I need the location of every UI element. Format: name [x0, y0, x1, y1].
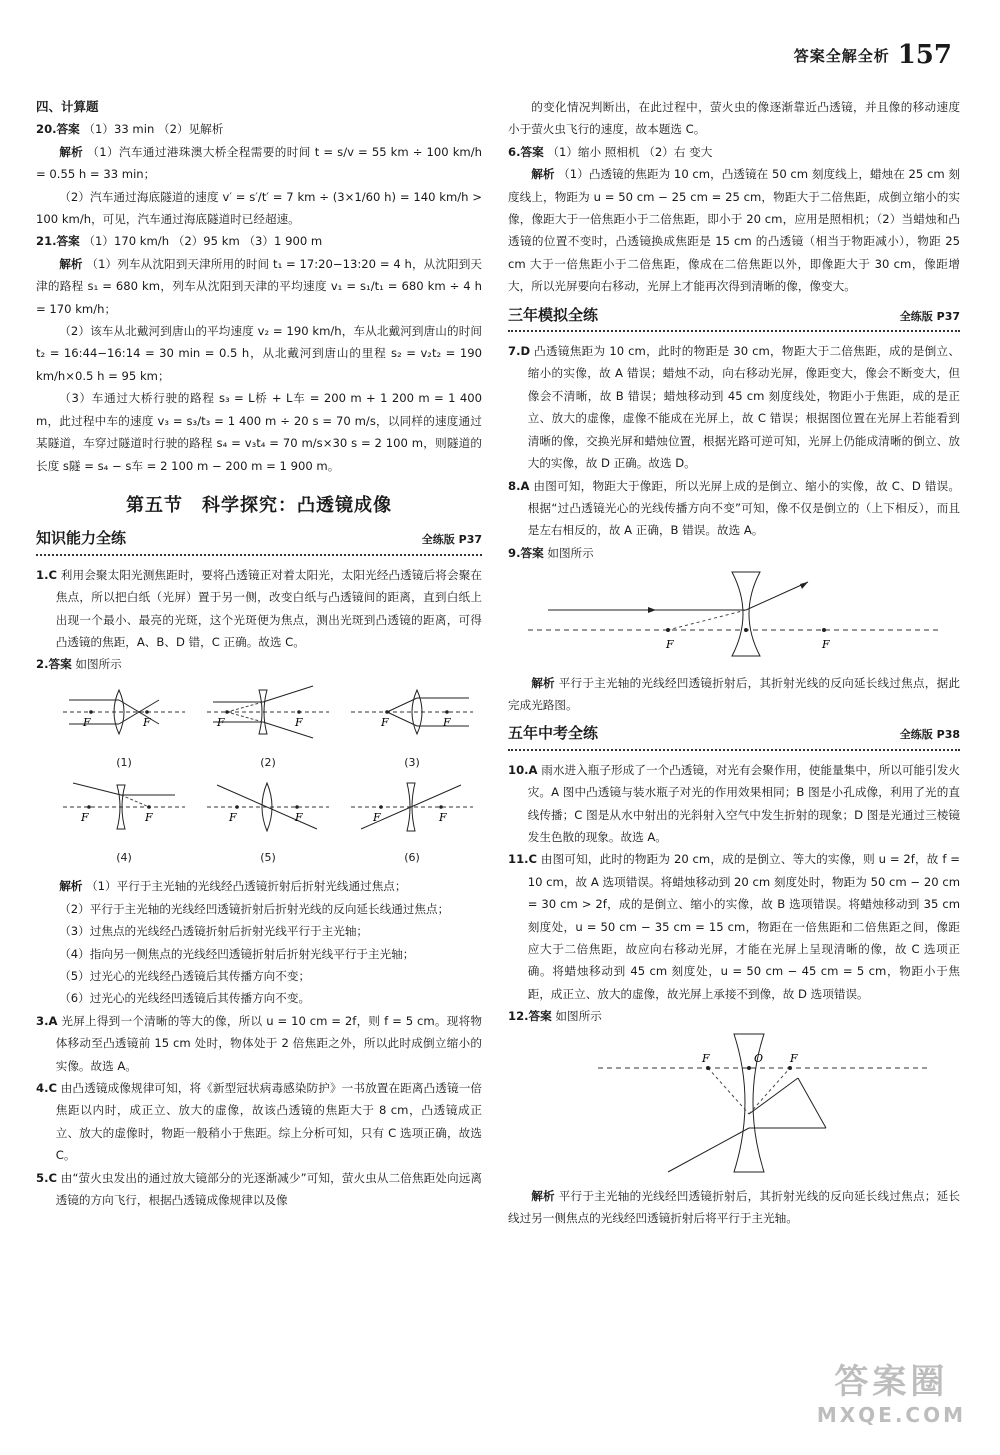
q20-explanation-1: [36, 141, 482, 186]
q6-answer-text: （1）缩小 照相机 （2）右 变大: [547, 144, 713, 159]
q9-answer-text: 如图所示: [547, 545, 594, 560]
q21-explanation-1: [36, 253, 482, 320]
q21-text-1: （1）列车从沈阳到天津所用的时间 t₁ = 17:20−13:20 = 4 h，从沈阳到天津的路程 s₁ = 680 km，列车从沈阳到天津的平均速度 v₁ = s₁/t₁ = 680 km ÷ 4 h = 170 km/h；: [36, 256, 482, 316]
q12-focus-right: F: [790, 1051, 798, 1065]
q2-f3-left: F: [381, 715, 389, 729]
q7-text: 凸透镜焦距为 10 cm，此时的物距是 30 cm，物距大于二倍焦距，成的是倒立、缩小的实像，故 A 错误；蜡烛不动，向右移动光屏，像距变大，像会不断变大，但像会不清晰，故 B 错误；蜡烛移动到 45 cm 刻度线处，物距小于焦距，成的是正立、放大的虚像，虚像不能成在光屏上，故 C 错误；根据图位置在光屏上若能看到清晰的像，交换光屏和蜡烛位置，根据光路可逆可知，光屏上仍能成清晰的倒立、放大的实像，故 D 正确。故选 D。: [527, 344, 960, 471]
q2-answer-text: 如图所示: [75, 657, 122, 672]
right-column: [508, 96, 960, 1230]
q2-f1-right: F: [143, 715, 151, 729]
q10-text: 雨水进入瓶子形成了一个凸透镜，对光有会聚作用，使能量集中，所以可能引发火灾。A 图中凸透镜与装水瓶子对光的作用效果相同；B 图是小孔成像，利用了光的直线传播；C 图是从水中射出的光斜射入空气中发生折射的现象；D 图是光通过三棱镜发生色散的现象。故选 A。: [527, 762, 960, 844]
bar-five-year-title: 五年中考全练: [508, 724, 599, 743]
q9-explanation: [508, 672, 960, 717]
q2-fig-label-5: (5): [260, 850, 276, 864]
convex-lens-diagram-3: [347, 682, 477, 744]
q12-answer-text: 如图所示: [555, 1009, 602, 1024]
concave-lens-diagram-6: [347, 777, 477, 839]
q2-item-5: （5）过光心的光线经凸透镜后其传播方向不变；: [59, 969, 311, 983]
q2-figures: [54, 682, 482, 870]
q2-fig-label-4: (4): [116, 850, 132, 864]
bar-knowledge: [36, 527, 482, 555]
q2-figure-4: [54, 777, 194, 870]
q2-f6-right: F: [439, 810, 447, 824]
q12-center-label: O: [754, 1051, 764, 1065]
q9-focus-left: F: [666, 638, 674, 652]
q20-answer-text: （1）33 min （2）见解析: [83, 122, 224, 137]
q21-number: 21.答案: [36, 234, 80, 249]
q8-text: 由图可知，物距大于像距，所以光屏上成的是倒立、缩小的实像，故 C、D 错误。根据“过凸透镜光心的光线传播方向不变”可知，像不仅是倒立的（上下相反），而且是左右相反的，故 A 正确，B 错误。故选 A。: [527, 478, 961, 538]
q11-number: 11.C: [508, 852, 538, 867]
q21-text-3: （3）车通过大桥行驶的路程 s₃ = L桥 + L车 = 200 m + 1 200 m = 1 400 m，此过程中车的速度 v₃ = s₃/t₃ = 1 400 m ÷ 20 s = 70 m/s，以同样的速度通过某隧道，车穿过隧道时行驶的路程 s₄ = v₃t₄ = 70 m/s×30 s = 2 100 m，则隧道的长度 s隧 = s₄ − s车 = 2 100 m − 200 m = 1 900 m。: [36, 391, 482, 473]
q2-item-6: （6）过光心的光线经凹透镜后其传播方向不变。: [59, 991, 311, 1006]
bar-knowledge-edition: 全练版 P37: [421, 533, 482, 547]
q12-figure: [508, 1032, 960, 1181]
q2-fig-label-3: (3): [404, 756, 420, 770]
q21-answer-text: （1）170 km/h （2）95 km （3）1 900 m: [83, 234, 323, 249]
q10-block: [508, 759, 960, 849]
q5-text: 由“萤火虫发出的通过放大镜部分的光逐渐减少”可知，萤火虫从二倍焦距处向远离透镜的方向飞行，根据凸透镜成像规律以及像: [55, 1170, 482, 1208]
q20-number: 20.答案: [36, 122, 80, 137]
q5-block: [36, 1167, 482, 1212]
q6-jx-label: 解析: [531, 167, 555, 182]
concave-lens-diagram-2: [203, 682, 333, 744]
q20-jx-label: 解析: [59, 144, 84, 159]
q21-text-2: （2）该车从北戴河到唐山的平均速度 v₂ = 190 km/h，车从北戴河到唐山的时间 t₂ = 16:44−16:14 = 30 min = 0.5 h，从北戴河到唐山的里程 s₂ = v₂t₂ = 190 km/h×0.5 h = 95 km；: [36, 324, 482, 383]
left-column: [36, 96, 482, 1211]
q2-f6-left: F: [373, 810, 381, 824]
q7-number: 7.D: [508, 344, 531, 359]
q3-number: 3.A: [36, 1013, 58, 1028]
page-number: 157: [897, 40, 952, 70]
bar-three-year: [508, 304, 960, 332]
q2-explanation-1: [36, 875, 482, 897]
q1-text: 利用会聚太阳光测焦距时，要将凸透镜正对着太阳光，太阳光经凸透镜后将会聚在焦点，所以把白纸（光屏）置于另一侧，改变白纸与凸透镜间的距离，直到白纸上出现一个最小、最亮的光斑，这个光斑便为焦点，测出光斑到凸透镜的距离，可得凸透镜的焦距，A、B、D 错，C 正确。故选 C。: [55, 567, 482, 649]
q20-answer: [36, 118, 482, 140]
bar-knowledge-title: 知识能力全练: [36, 529, 127, 548]
q12-text: 平行于主光轴的光线经凹透镜折射后，其折射光线的反向延长线过焦点；延长线过另一侧焦点的光线经凹透镜折射后将平行于主光轴。: [508, 1189, 960, 1226]
q5-continued: 的变化情况判断出，在此过程中，萤火虫的像逐渐靠近凸透镜，并且像的移动速度小于萤火虫飞行的速度，故本题选 C。: [508, 100, 960, 137]
q2-f4-right: F: [145, 810, 153, 824]
q12-jx-label: 解析: [531, 1189, 555, 1204]
section-heading-calc: 四、计算题: [36, 99, 99, 114]
q1-number: 1.C: [36, 567, 57, 582]
q6-number: 6.答案: [508, 144, 544, 159]
q9-number: 9.答案: [508, 545, 544, 560]
q6-text: （1）凸透镜的焦距为 10 cm，凸透镜在 50 cm 刻度线上，蜡烛在 25 cm 刻度线上，物距为 u = 50 cm − 25 cm = 25 cm，物距大于二倍焦距，成倒立缩小的实像，像距大于一倍焦距小于二倍焦距，即小于 20 cm，应用是照相机；（2）当蜡烛和凸透镜的位置不变时，凸透镜换成焦距是 15 cm 的凸透镜（相当于物距减小），物距 25 cm 大于一倍焦距小于二倍焦距，像成在二倍焦距以外，即像距大于 30 cm，像距增大，所以光屏要向右移动，光屏上才能再次得到清晰的像，像变大。: [508, 167, 960, 294]
q20-text-2: （2）汽车通过海底隧道的速度 v′ = s′/t′ = 7 km ÷ (3×1/60 h) = 140 km/h > 100 km/h，可见，汽车通过海底隧道时已经超速。: [36, 189, 482, 227]
q20-text-1: （1）汽车通过港珠澳大桥全程需要的时间 t = s/v = 55 km ÷ 100 km/h = 0.55 h = 33 min；: [36, 144, 482, 182]
q2-item-3: （3）过焦点的光线经凸透镜折射后折射光线平行于主光轴；: [59, 924, 369, 939]
q12-number: 12.答案: [508, 1009, 552, 1024]
q2-f2-left: F: [217, 715, 225, 729]
bar-five-year-edition: 全练版 P38: [899, 728, 960, 742]
convex-lens-diagram-1: [59, 682, 189, 744]
q2-item-1: （1）平行于主光轴的光线经凸透镜折射后折射光线通过焦点；: [86, 879, 407, 894]
q2-f4-left: F: [81, 810, 89, 824]
q7-block: [508, 340, 960, 474]
q2-f5-right: F: [295, 810, 303, 824]
q6-answer: [508, 141, 960, 163]
q9-answer: [508, 542, 960, 564]
q2-f5-left: F: [229, 810, 237, 824]
q2-figure-5: [198, 777, 338, 870]
q2-f3-right: F: [443, 715, 451, 729]
q2-fig-label-1: (1): [116, 756, 132, 770]
watermark-line-1: 答案圈: [834, 1362, 949, 1402]
q2-figure-2: [198, 682, 338, 775]
q2-jx-label: 解析: [59, 879, 83, 894]
q9-figure: [508, 568, 960, 667]
concave-lens-ray-diagram: [508, 568, 948, 660]
convex-lens-diagram-5: [203, 777, 333, 839]
q10-number: 10.A: [508, 762, 538, 777]
watermark-line-2: MXQE.COM: [816, 1403, 966, 1427]
watermark-logo: [817, 1354, 966, 1427]
bar-five-year: [508, 722, 960, 750]
q6-explanation: [508, 163, 960, 297]
q2-figure-3: [342, 682, 482, 775]
concave-lens-diagram-4: [59, 777, 189, 839]
q2-fig-label-6: (6): [404, 850, 420, 864]
q11-text: 由图可知，此时的物距为 20 cm，成的是倒立、等大的实像，则 u = 2f，故 f = 10 cm，故 A 选项错误。将蜡烛移动到 20 cm 刻度处时，物距为 50 cm − 20 cm = 30 cm > 2f，成的是倒立、缩小的实像，故 B 选项错误。将蜡烛移动到 35 cm 刻度处，u = 50 cm − 35 cm = 15 cm，物距在一倍焦距和二倍焦距之间，像距应大于二倍焦距，故应向右移动光屏，才能在光屏上呈现清晰的像，故 C 选项正确。将蜡烛移动到 45 cm 刻度处，u = 50 cm − 45 cm = 5 cm，物距小于焦距，成正立、放大的虚像，故光屏上承接不到像，故 D 选项错误。: [527, 852, 960, 1001]
q8-number: 8.A: [508, 478, 530, 493]
page-header: [794, 40, 952, 70]
q4-number: 4.C: [36, 1081, 57, 1096]
q2-fig-label-2: (2): [260, 756, 276, 770]
q21-answer: [36, 230, 482, 252]
bar-three-year-title: 三年模拟全练: [508, 305, 599, 324]
q2-f2-right: F: [295, 715, 303, 729]
header-title: 答案全解全析: [793, 46, 890, 65]
concave-lens-two-ray-diagram: [508, 1032, 948, 1174]
q9-jx-label: 解析: [531, 675, 555, 690]
q11-block: [508, 848, 960, 1005]
q8-block: [508, 475, 960, 542]
q3-block: [36, 1010, 482, 1077]
section-title: 第五节 科学探究：凸透镜成像: [126, 494, 392, 516]
bar-three-year-edition: 全练版 P37: [899, 309, 960, 323]
q1-block: [36, 564, 482, 654]
q2-figure-1: [54, 682, 194, 775]
q2-figure-6: [342, 777, 482, 870]
q12-explanation: [508, 1185, 960, 1230]
q5-number: 5.C: [36, 1170, 57, 1185]
q4-text: 由凸透镜成像规律可知，将《新型冠状病毒感染防护》一书放置在距离凸透镜一倍焦距以内时，成正立、放大的虚像，故该凸透镜的焦距大于 8 cm，凸透镜成正立、放大的虚像时，物距一般稍小于焦距。综上分析可知，只有 C 选项正确，故选 C。: [55, 1081, 482, 1163]
q12-focus-left: F: [702, 1051, 710, 1065]
q3-text: 光屏上得到一个清晰的等大的像，所以 u = 10 cm = 2f，则 f = 5 cm。现将物体移动至凸透镜前 15 cm 处时，物体处于 2 倍焦距之外，所以此时成倒立缩小的实像。故选 A。: [55, 1013, 483, 1073]
q21-jx-label: 解析: [59, 256, 83, 271]
q2-answer: [36, 653, 482, 675]
q12-answer: [508, 1005, 960, 1027]
q2-item-4: （4）指向另一侧焦点的光线经凹透镜折射后折射光线平行于主光轴；: [59, 946, 415, 961]
q9-text: 平行于主光轴的光线经凹透镜折射后，其折射光线的反向延长线过焦点，据此完成光路图。: [508, 675, 960, 712]
q9-focus-right: F: [822, 638, 830, 652]
q2-f1-left: F: [83, 715, 91, 729]
q2-item-2: （2）平行于主光轴的光线经凹透镜折射后折射光线的反向延长线通过焦点；: [59, 901, 450, 916]
q4-block: [36, 1077, 482, 1167]
q2-number: 2.答案: [36, 657, 72, 672]
